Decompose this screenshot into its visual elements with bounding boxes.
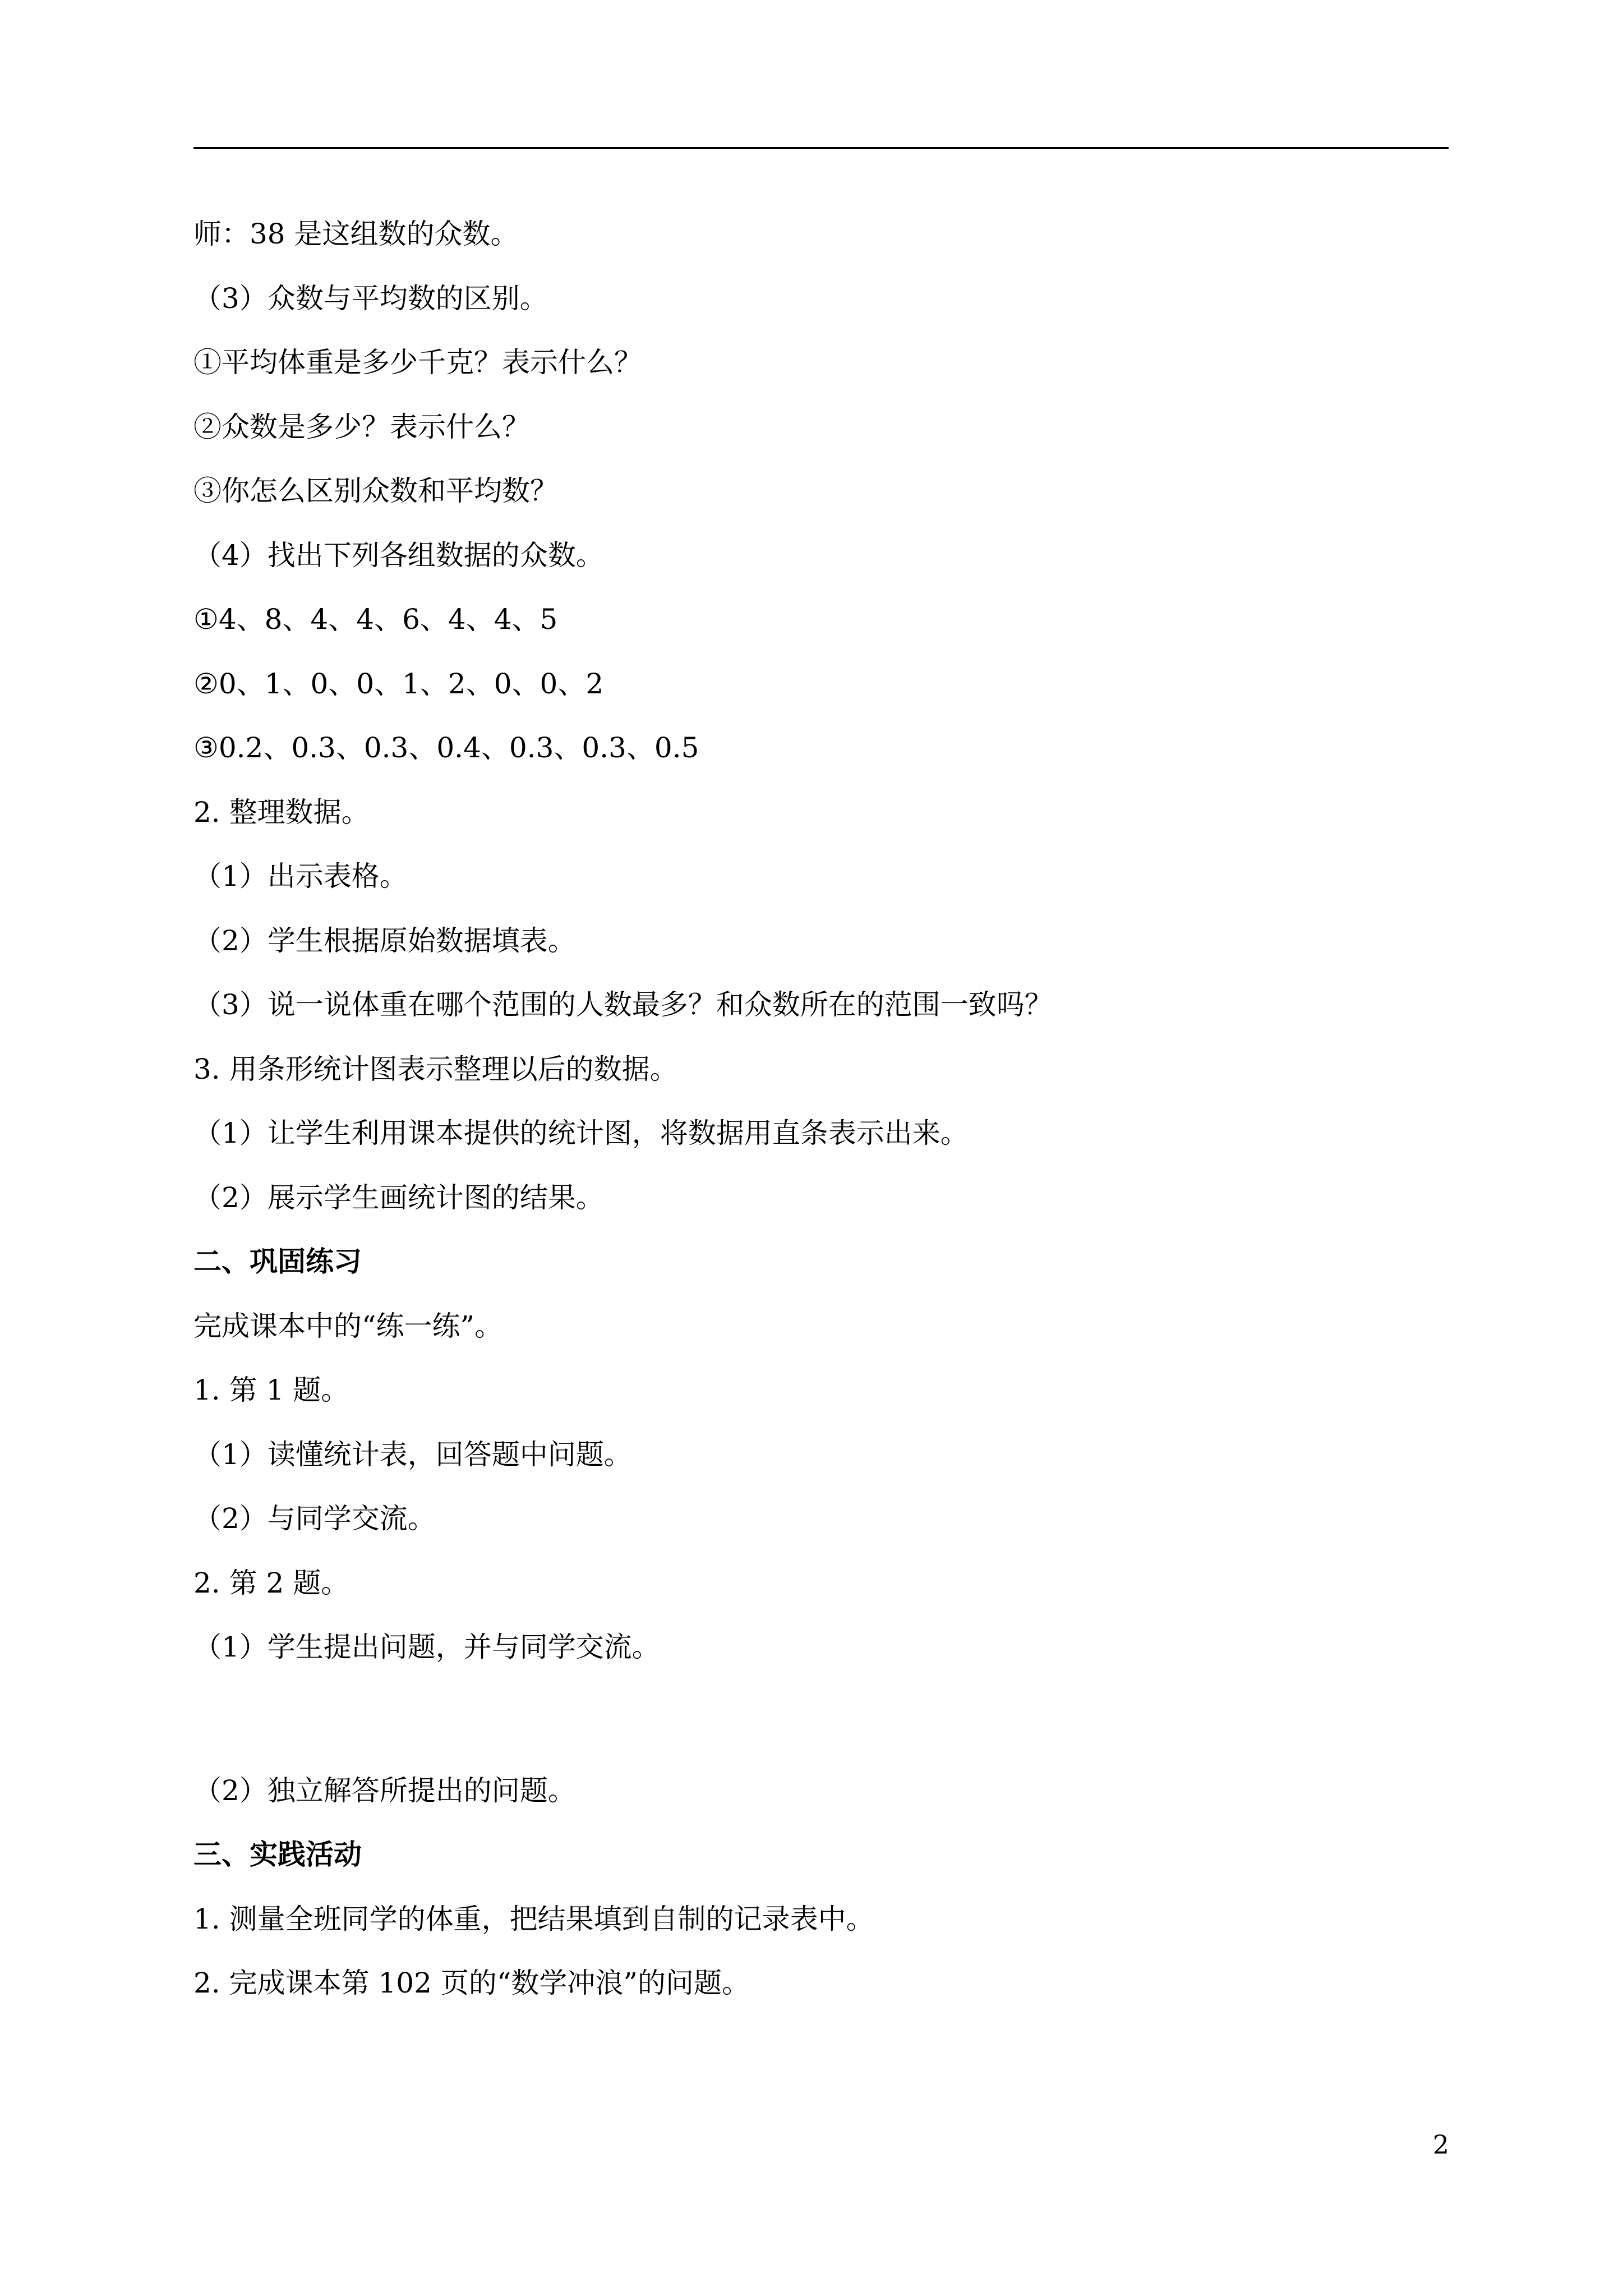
text-line: ③0.2、0.3、0.3、0.4、0.3、0.3、0.5	[193, 731, 699, 764]
text-line: ②0、1、0、0、1、2、0、0、2	[193, 667, 604, 700]
text-line: 1. 测量全班同学的体重，把结果填到自制的记录表中。	[193, 1902, 874, 1935]
text-line: （1）学生提出问题，并与同学交流。	[193, 1631, 660, 1663]
text-line: （3）众数与平均数的区别。	[193, 282, 548, 315]
text-line: （1）让学生利用课本提供的统计图，将数据用直条表示出来。	[193, 1117, 969, 1149]
text-line: （3）说一说体重在哪个范围的人数最多？和众数所在的范围一致吗？	[193, 988, 1053, 1021]
text-line: ①4、8、4、4、6、4、4、5	[193, 603, 558, 636]
section-heading: 二、巩固练习	[193, 1245, 362, 1278]
section-heading: 三、实践活动	[193, 1838, 362, 1871]
text-line: （2）独立解答所提出的问题。	[193, 1774, 576, 1807]
text-line: ①平均体重是多少千克？表示什么？	[193, 346, 642, 379]
text-line: ③你怎么区别众数和平均数？	[193, 475, 558, 507]
text-line: 2. 第 2 题。	[193, 1566, 349, 1599]
text-line: 师：38 是这组数的众数。	[193, 218, 519, 250]
text-line: （1）读懂统计表，回答题中问题。	[193, 1438, 632, 1471]
text-line: （4）找出下列各组数据的众数。	[193, 539, 604, 572]
text-line: ②众数是多少？表示什么？	[193, 410, 530, 443]
text-line: 完成课本中的“练一练”。	[193, 1309, 503, 1342]
text-block-continued	[193, 1759, 1449, 2016]
text-line: （2）展示学生画统计图的结果。	[193, 1181, 604, 1214]
text-line: （1）出示表格。	[193, 860, 408, 892]
text-line: 2. 完成课本第 102 页的“数学冲浪”的问题。	[193, 1967, 750, 1999]
document-body	[193, 202, 1449, 2016]
text-line: 3. 用条形统计图表示整理以后的数据。	[193, 1052, 678, 1085]
text-line: 2. 整理数据。	[193, 795, 370, 829]
text-line: （2）学生根据原始数据填表。	[193, 924, 576, 957]
page-number: 2	[1432, 2129, 1449, 2160]
paragraph-gap	[193, 1680, 1449, 1759]
text-line: 1. 第 1 题。	[193, 1374, 349, 1406]
text-line: （2）与同学交流。	[193, 1502, 436, 1535]
header-rule	[193, 147, 1449, 149]
text-block-main	[193, 202, 1449, 1680]
